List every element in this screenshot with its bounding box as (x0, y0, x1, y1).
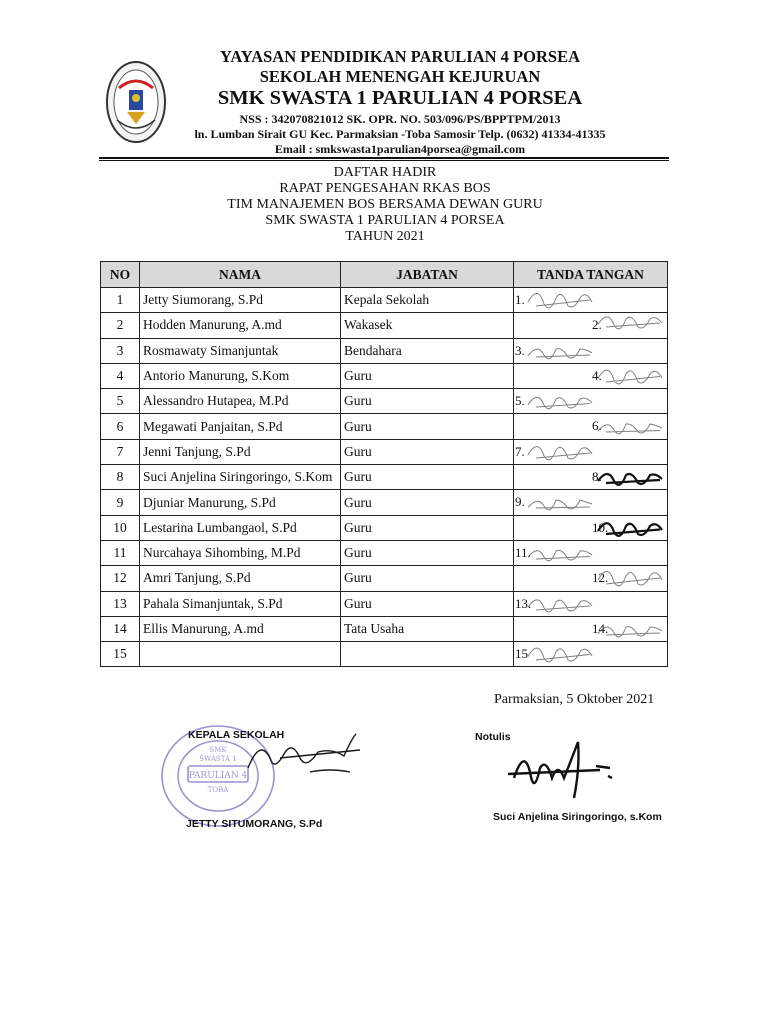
row-number: 13 (101, 591, 140, 616)
signature-cell (514, 515, 668, 540)
col-header-jabatan: JABATAN (341, 262, 514, 288)
table-row (101, 515, 668, 540)
signature-slot-label: 3. (515, 342, 525, 358)
col-header-no: NO (101, 262, 140, 288)
row-name: Hodden Manurung, A.md (140, 313, 341, 338)
school-type: SEKOLAH MENENGAH KEJURUAN (259, 67, 541, 86)
school-email: Email : smkswasta1parulian4porsea@gmail.com (274, 142, 526, 156)
notulis-signature (500, 738, 620, 804)
signature-slot-label: 4. (592, 367, 602, 383)
table-row (101, 616, 668, 641)
signature-cell (514, 591, 668, 616)
row-position: Guru (341, 439, 514, 464)
svg-text:PARULIAN 4: PARULIAN 4 (188, 771, 248, 781)
row-position (341, 642, 514, 667)
table-row (101, 540, 668, 565)
doc-title-line1: DAFTAR HADIR (333, 165, 437, 180)
signature-slot-label: 7. (515, 443, 525, 459)
signature-slot-label: 12. (592, 570, 609, 586)
row-position: Tata Usaha (341, 616, 514, 641)
row-position: Guru (341, 566, 514, 591)
row-position: Guru (341, 389, 514, 414)
row-number: 14 (101, 616, 140, 641)
row-position: Bendahara (341, 338, 514, 363)
table-row (101, 591, 668, 616)
table-row (101, 338, 668, 363)
row-name: Jetty Siumorang, S.Pd (140, 288, 341, 313)
table-row (101, 439, 668, 464)
table-row (101, 642, 668, 667)
signature-slot-label: 11. (515, 544, 531, 560)
table-row (101, 389, 668, 414)
row-name: Suci Anjelina Siringoringo, S.Kom (140, 465, 341, 490)
row-name: Megawati Panjaitan, S.Pd (140, 414, 341, 439)
row-number: 12 (101, 566, 140, 591)
signature-slot-label: 8. (592, 469, 602, 485)
table-header-row (101, 262, 668, 288)
signature-cell (514, 363, 668, 388)
signature-cell (514, 414, 668, 439)
signature-cell (514, 313, 668, 338)
row-number: 5 (101, 389, 140, 414)
signature-cell (514, 540, 668, 565)
row-number: 3 (101, 338, 140, 363)
svg-text:TOBA: TOBA (207, 786, 229, 794)
signature-slot-label: 10. (592, 519, 609, 535)
table-row (101, 313, 668, 338)
row-number: 9 (101, 490, 140, 515)
doc-title-line4: SMK SWASTA 1 PARULIAN 4 PORSEA (265, 213, 505, 228)
principal-signature (240, 728, 370, 788)
principal-name: JETTY SITUMORANG, S.Pd (186, 818, 323, 830)
doc-title-line5: TAHUN 2021 (345, 229, 425, 244)
foundation-name: YAYASAN PENDIDIKAN PARULIAN 4 PORSEA (219, 47, 580, 66)
registration-number: NSS : 342070821012 SK. OPR. NO. 503/096/PS/BPPTPM/2013 (239, 112, 561, 126)
signature-cell (514, 642, 668, 667)
col-header-tanda-tangan: TANDA TANGAN (514, 262, 668, 288)
row-position: Guru (341, 490, 514, 515)
signature-cell (514, 338, 668, 363)
svg-text:SWASTA 1: SWASTA 1 (199, 755, 237, 763)
signature-cell (514, 465, 668, 490)
signature-slot-label: 15 (515, 646, 528, 662)
row-number: 8 (101, 465, 140, 490)
row-position: Kepala Sekolah (341, 288, 514, 313)
row-number: 7 (101, 439, 140, 464)
table-row (101, 490, 668, 515)
signature-slot-label: 5. (515, 393, 525, 409)
doc-title-line3: TIM MANAJEMEN BOS BERSAMA DEWAN GURU (227, 197, 543, 212)
signature-cell (514, 439, 668, 464)
row-name: Amri Tanjung, S.Pd (140, 566, 341, 591)
signature-cell (514, 566, 668, 591)
row-name: Lestarina Lumbangaol, S.Pd (140, 515, 341, 540)
school-address: ln. Lumban Sirait GU Kec. Parmaksian -Toba Samosir Telp. (0632) 41334-41335 (194, 127, 606, 141)
row-number: 1 (101, 288, 140, 313)
signature-slot-label: 13. (515, 595, 532, 611)
row-name: Jenni Tanjung, S.Pd (140, 439, 341, 464)
row-name: Rosmawaty Simanjuntak (140, 338, 341, 363)
notulis-title: Notulis (475, 731, 511, 743)
signature-cell (514, 288, 668, 313)
table-row (101, 566, 668, 591)
table-row (101, 288, 668, 313)
table-row (101, 414, 668, 439)
row-name: Nurcahaya Sihombing, M.Pd (140, 540, 341, 565)
signature-slot-label: 1. (515, 292, 525, 307)
row-number: 11 (101, 540, 140, 565)
row-number: 15 (101, 642, 140, 667)
attendance-table (100, 261, 668, 667)
school-name: SMK SWASTA 1 PARULIAN 4 PORSEA (217, 87, 583, 109)
col-header-nama: NAMA (140, 262, 341, 288)
row-number: 6 (101, 414, 140, 439)
row-name: Antorio Manurung, S.Kom (140, 363, 341, 388)
doc-title-line2: RAPAT PENGESAHAN RKAS BOS (279, 181, 491, 196)
header-rule-thick (99, 157, 669, 159)
row-name: Alessandro Hutapea, M.Pd (140, 389, 341, 414)
table-row (101, 363, 668, 388)
svg-text:SMK: SMK (209, 746, 227, 754)
row-number: 2 (101, 313, 140, 338)
row-position: Guru (341, 414, 514, 439)
signature-cell (514, 616, 668, 641)
notulis-name: Suci Anjelina Siringoringo, s.Kom (493, 811, 662, 823)
signature-slot-label: 2. (592, 317, 602, 333)
row-position: Guru (341, 363, 514, 388)
principal-title: KEPALA SEKOLAH (188, 729, 285, 741)
table-row (101, 465, 668, 490)
signature-slot-label: 14. (592, 620, 609, 636)
row-position: Guru (341, 591, 514, 616)
row-position: Guru (341, 540, 514, 565)
signature-cell (514, 490, 668, 515)
row-name: Djuniar Manurung, S.Pd (140, 490, 341, 515)
header-rule-thin (99, 160, 669, 161)
row-number: 4 (101, 363, 140, 388)
row-position: Guru (341, 465, 514, 490)
row-name (140, 642, 341, 667)
row-number: 10 (101, 515, 140, 540)
signature-slot-label: 6. (592, 418, 602, 434)
signature-cell (514, 389, 668, 414)
row-position: Wakasek (341, 313, 514, 338)
row-name: Pahala Simanjuntak, S.Pd (140, 591, 341, 616)
place-date: Parmaksian, 5 Oktober 2021 (494, 692, 655, 707)
signature-slot-label: 9. (515, 494, 525, 510)
row-name: Ellis Manurung, A.md (140, 616, 341, 641)
row-position: Guru (341, 515, 514, 540)
